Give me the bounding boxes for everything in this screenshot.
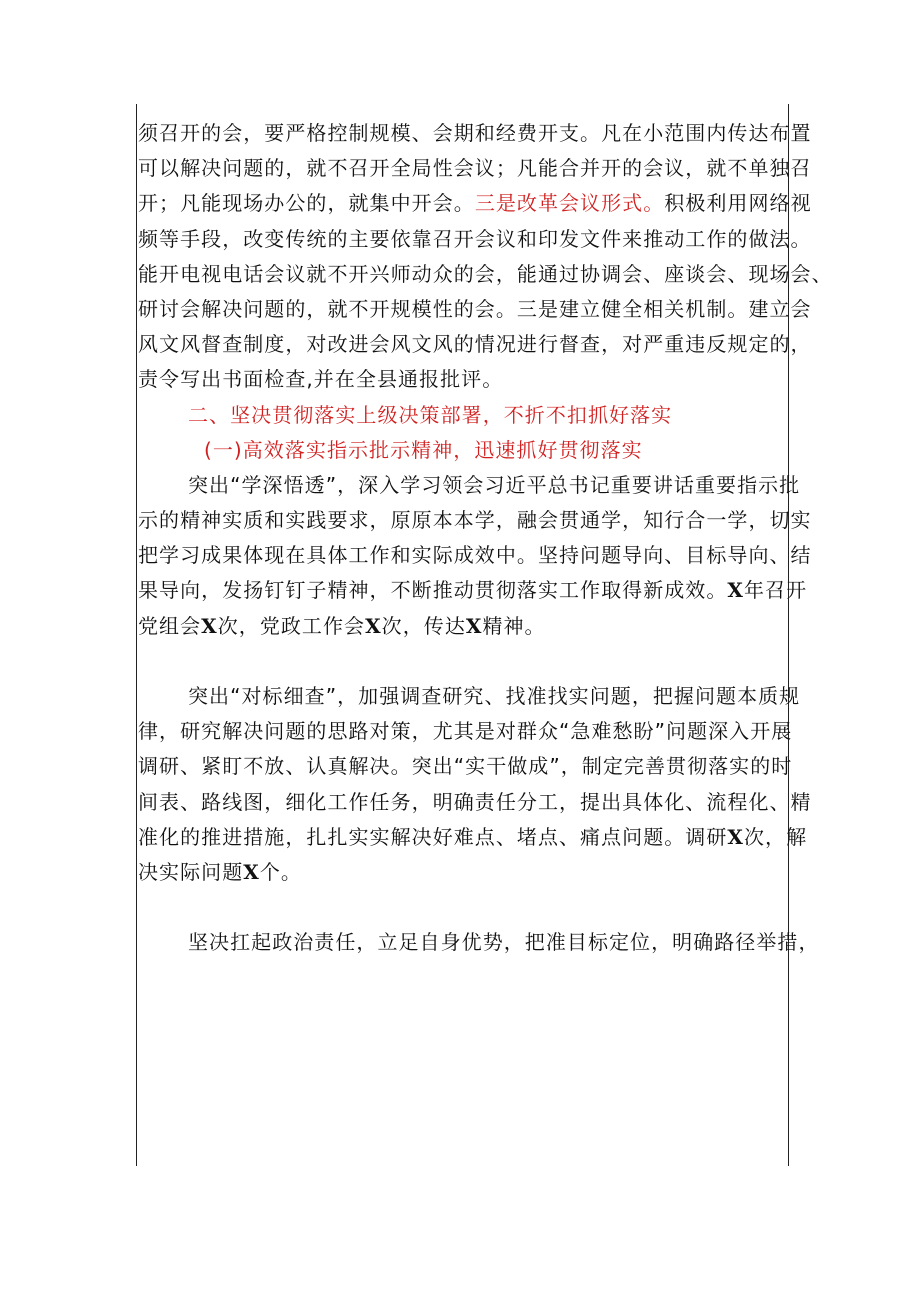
text-line xyxy=(138,327,812,362)
line-text: 次，党政工作会 xyxy=(217,613,366,638)
text-line xyxy=(138,503,812,538)
line-text: 准化的推进措施，扎扎实实解决好难点、堵点、痛点问题。调研 xyxy=(138,824,728,849)
text-line xyxy=(138,116,812,151)
text-line xyxy=(138,362,786,397)
text-line xyxy=(138,820,808,855)
line-text: X xyxy=(243,859,260,884)
line-text: 积极利用网络视 xyxy=(664,191,812,216)
text-line xyxy=(138,292,812,327)
line-text: X xyxy=(365,613,382,638)
line-text: 开；凡能现场办公的，就集中开会。 xyxy=(138,191,475,216)
line-text: X xyxy=(465,613,483,638)
text-line xyxy=(138,222,812,257)
line-text: 次，解 xyxy=(743,824,808,849)
line-text: 次，传达 xyxy=(381,613,466,638)
text-line xyxy=(138,855,786,890)
highlighted-text: (一)高效落实指示批示精神，迅速抓好贯彻落实 xyxy=(204,437,643,462)
text-line xyxy=(138,679,801,714)
line-text: 调研、紧盯不放、认真解决。突出“实干做成”，制定完善贯彻落实的时 xyxy=(138,754,793,779)
text-line xyxy=(138,151,812,186)
blank-line xyxy=(138,890,786,925)
line-text: 突出“对标细查”，加强调查研究、找准找实问题，把握问题本质规 xyxy=(188,684,801,708)
text-line xyxy=(138,609,786,644)
line-text: 果导向，发扬钉钉子精神，不断推动贯彻落实工作取得新成效。 xyxy=(138,578,728,603)
text-line xyxy=(138,433,786,468)
line-text: 间表、路线图，细化工作任务，明确责任分工，提出具体化、流程化、精 xyxy=(138,789,812,814)
line-text: 年召开 xyxy=(743,578,808,603)
text-line xyxy=(138,573,808,608)
highlighted-text: 二、坚决贯彻落实上级决策部署，不折不扣抓好落实 xyxy=(188,402,673,427)
highlighted-text: 三是改革会议形式。 xyxy=(474,191,665,216)
text-line xyxy=(138,398,786,433)
line-text: 研讨会解决问题的，就不开规模性的会。三是建立健全相关机制。建立会 xyxy=(138,296,812,321)
line-text: 须召开的会，要严格控制规模、会期和经费开支。凡在小范围内传达布置 xyxy=(138,121,812,145)
blank-line xyxy=(138,644,786,679)
line-text: 能开电视电话会议就不开兴师动众的会，能通过协调会、座谈会、现场会、 xyxy=(138,261,833,286)
line-text: 个。 xyxy=(259,859,302,884)
line-text: 决实际问题 xyxy=(138,859,244,884)
line-text: 责令写出书面检查,并在全县通报批评。 xyxy=(138,367,504,392)
line-text: X xyxy=(727,824,744,849)
line-text: 精神。 xyxy=(482,613,546,638)
text-line xyxy=(138,468,801,503)
text-line xyxy=(138,714,793,749)
text-line xyxy=(138,749,793,784)
line-text: 可以解决问题的，就不召开全局性会议；凡能合并开的会议，就不单独召 xyxy=(138,156,812,181)
document-body xyxy=(138,116,833,961)
line-text: 风文风督查制度，对改进会风文风的情况进行督查，对严重违反规定的， xyxy=(138,332,812,357)
text-line xyxy=(138,538,812,573)
line-text: 党组会 xyxy=(138,613,202,638)
line-text: 律，研究解决问题的思路对策，尤其是对群众“急难愁盼”问题深入开展 xyxy=(138,719,793,744)
text-line xyxy=(138,257,833,292)
line-text: 坚决扛起政治责任，立足自身优势，把准目标定位，明确路径举措， xyxy=(188,930,820,955)
text-line xyxy=(138,925,820,960)
line-text: X xyxy=(201,613,218,638)
table-left-border xyxy=(136,104,137,1166)
line-text: 示的精神实质和实践要求，原原本本学，融会贯通学，知行合一学，切实 xyxy=(138,508,812,533)
line-text: 突出“学深悟透”，深入学习领会习近平总书记重要讲话重要指示批 xyxy=(188,472,801,497)
line-text: 频等手段，改变传统的主要依靠召开会议和印发文件来推动工作的做法。 xyxy=(138,226,812,251)
text-line xyxy=(138,186,812,221)
line-text: X xyxy=(727,578,744,603)
line-text: 把学习成果体现在具体工作和实际成效中。坚持问题导向、目标导向、结 xyxy=(138,543,812,568)
text-line xyxy=(138,785,812,820)
